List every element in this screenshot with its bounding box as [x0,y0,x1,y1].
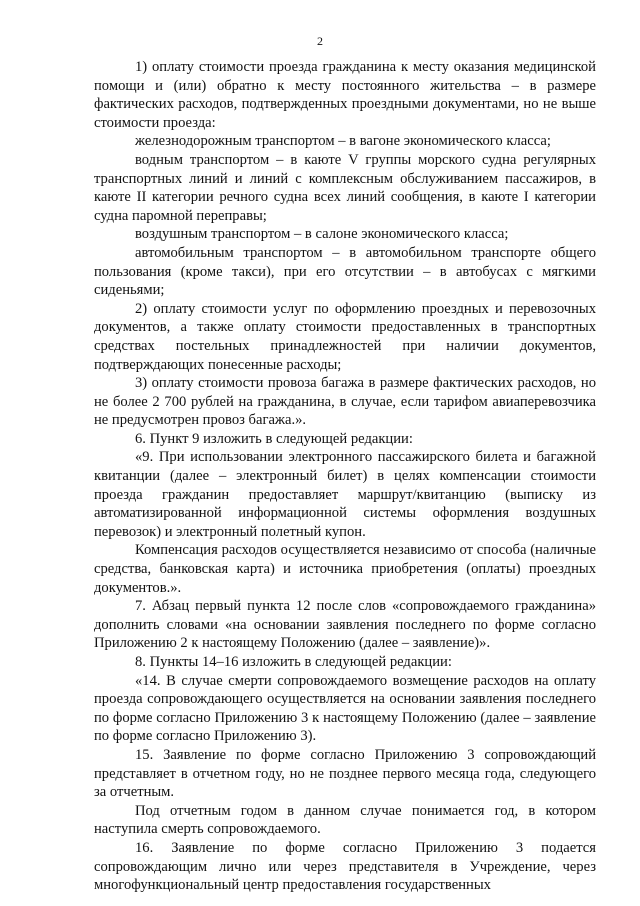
paragraph: 7. Абзац первый пункта 12 после слов «сопровождаемого гражданина» дополнить словами «на основании заявления последнего по форме согласно Приложению 2 к настоящему Положению (далее – заявление)». [94,598,596,652]
paragraph: железнодорожным транспортом – в вагоне экономического класса; [135,133,551,150]
document-body [94,58,596,895]
paragraph: автомобильным транспортом – в автомобильном транспорте общего пользования (кроме такси), при его отсутствии – в автобусах с мягкими сиденьями; [94,244,596,299]
paragraph: 16. Заявление по форме согласно Приложению 3 подается сопровождающим лично или через представителя в Учреждение, через многофункциональный центр предоставления государственных [94,839,596,894]
paragraph: водным транспортом – в каюте V группы морского судна регулярных транспортных линий и линий с комплексным обслуживанием пассажиров, в каюте II категории речного судна всех линий сообщения, в каюте I категории судна паромной переправы; [94,151,596,224]
paragraph: 1) оплату стоимости проезда гражданина к месту оказания медицинской помощи и (или) обратно к месту постоянного жительства – в размере фактических расходов, подтвержденных проездными документами, но не выше стоимости проезда: [94,59,596,131]
paragraph: «14. В случае смерти сопровождаемого возмещение расходов на оплату проезда сопровождающего осуществляется на основании заявления последнего по форме согласно Приложению 3 к настоящему Положению (далее – заявление по форме согласно Приложению 3). [94,672,596,745]
paragraph: 6. Пункт 9 изложить в следующей редакции: [135,430,413,447]
paragraph: 8. Пункты 14–16 изложить в следующей редакции: [135,654,452,670]
paragraph: «9. При использовании электронного пассажирского билета и багажной квитанции (далее – электронный билет) в целях компенсации стоимости проезда гражданин предоставляет маршрут/квитанцию (выписку из автоматизированной информационной системы оформления воздушных перевозок) и электронный полетный купон. [94,449,596,540]
paragraph: Компенсация расходов осуществляется независимо от способа (наличные средства, банковская карта) и источника приобретения (оплаты) проездных документов.». [94,542,596,596]
paragraph: Под отчетным годом в данном случае понимается год, в котором наступила смерть сопровождаемого. [94,802,596,838]
paragraph: 2) оплату стоимости услуг по оформлению проездных и перевозочных документов, а также оплату стоимости предоставленных в транспортных средствах постельных принадлежностей при наличии документов, подтверждающих понесенные расходы; [94,300,596,373]
paragraph: 15. Заявление по форме согласно Приложению 3 сопровождающий представляет в отчетном году, но не позднее первого месяца года, следующего за отчетным. [94,746,596,801]
page-number: 2 [317,34,323,48]
paragraph: воздушным транспортом – в салоне экономического класса; [135,226,509,243]
paragraph: 3) оплату стоимости провоза багажа в размере фактических расходов, но не более 2 700 рублей на гражданина, в случае, если тарифом авиаперевозчика не предусмотрен провоз багажа.». [94,375,596,429]
